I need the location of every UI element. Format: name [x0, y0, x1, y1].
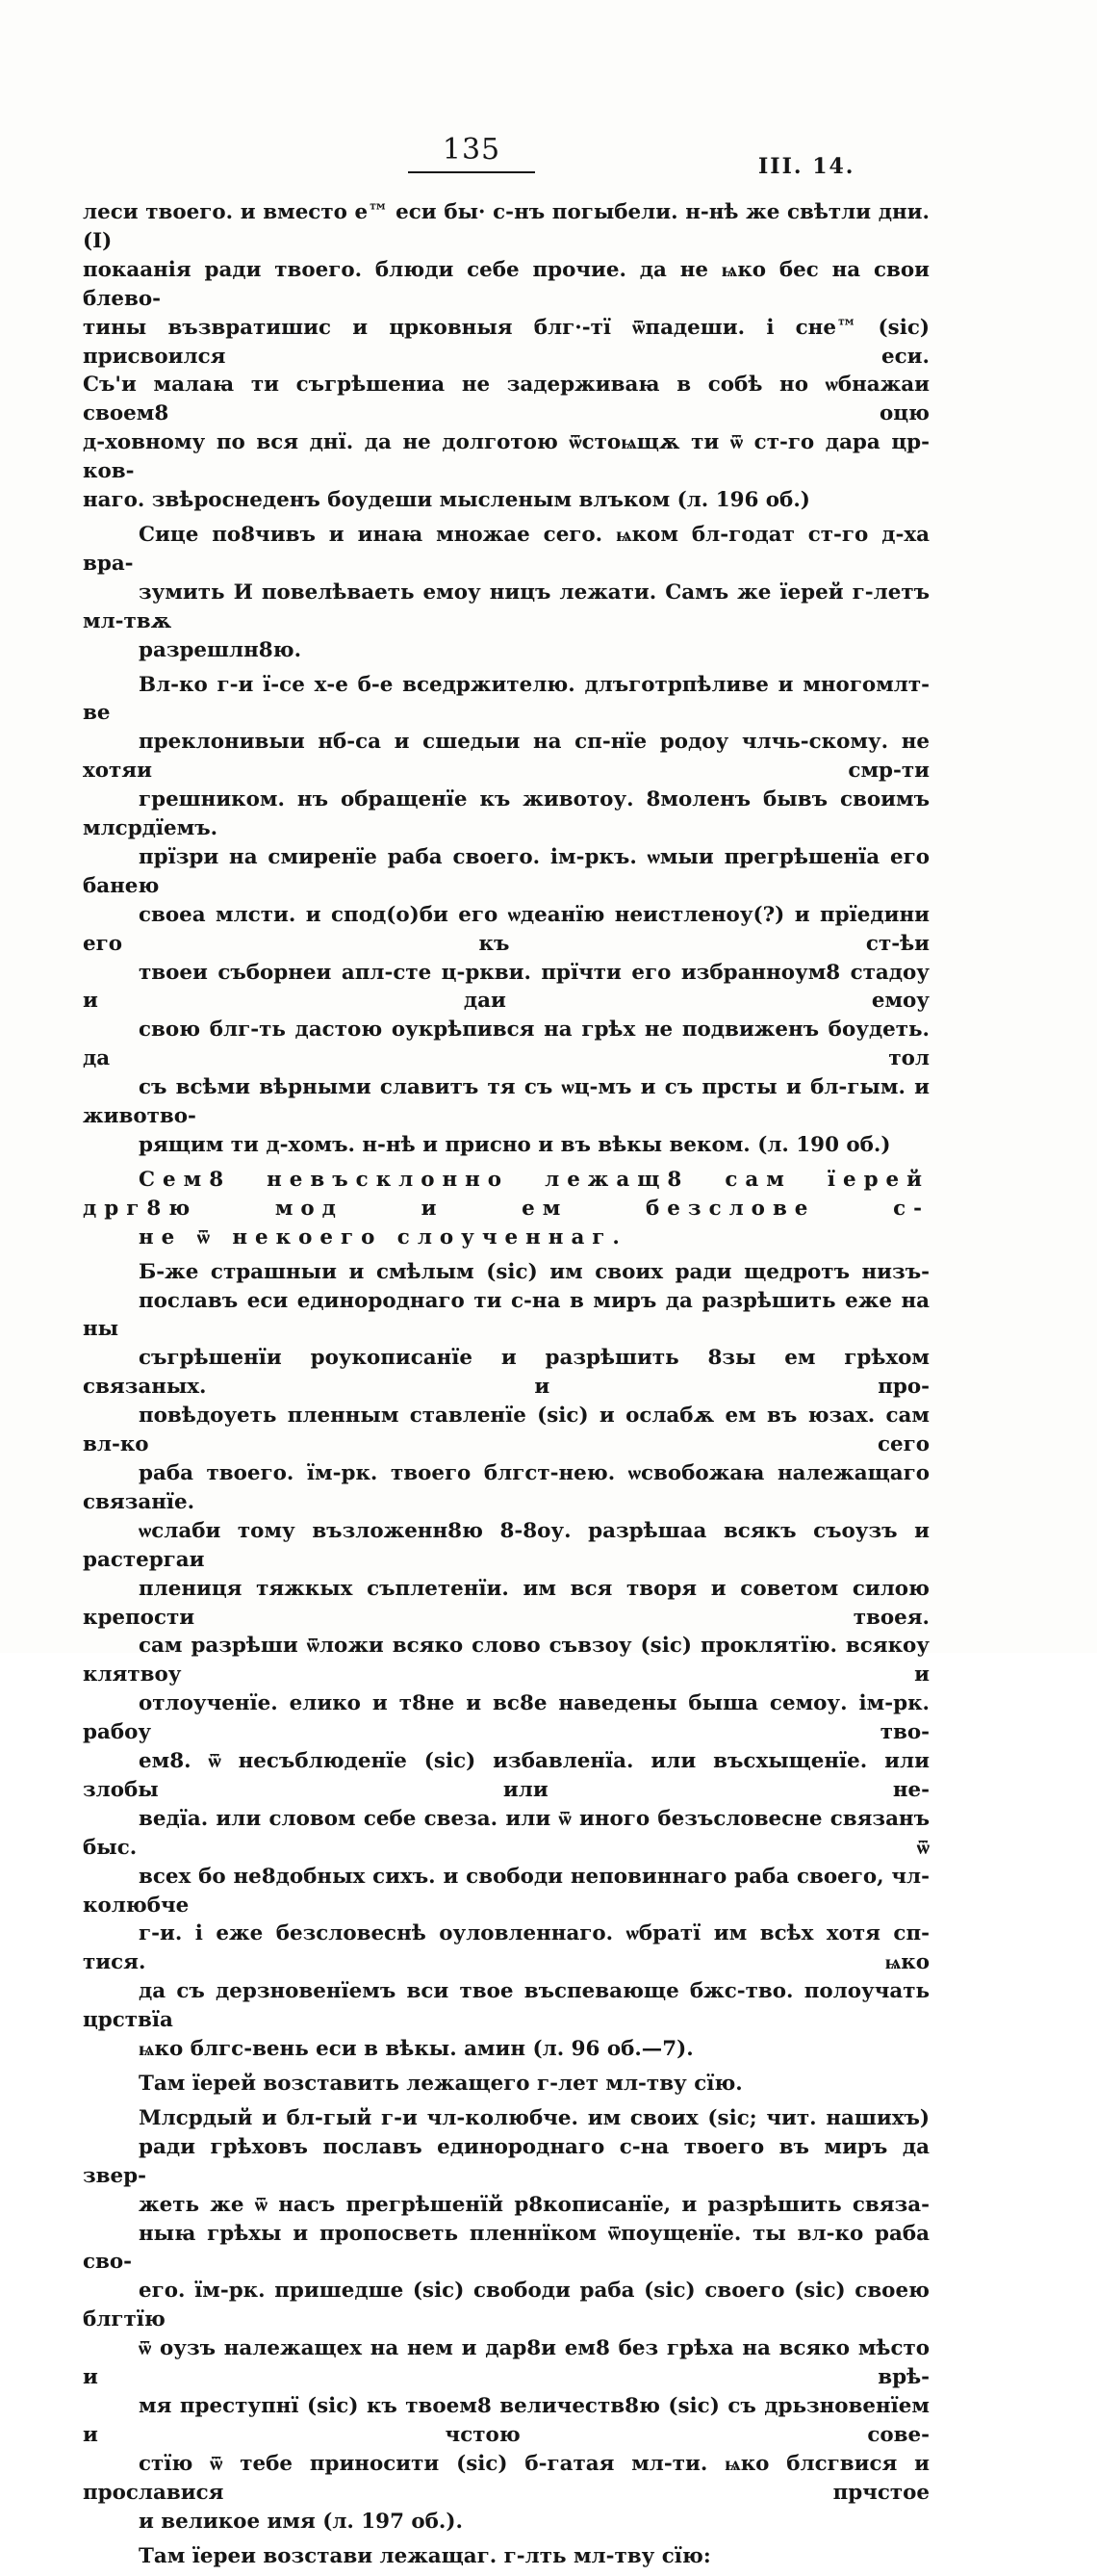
- text-line: отлоученїе. елико и т8не и вс8е наведены быша семоу. ім-рк. рабоу тво-: [83, 1691, 930, 1745]
- text-line: съ всѣми вѣрными славитъ тя съ ѡц-мъ и съ прсты и бл-гым. и животво-: [83, 1075, 930, 1129]
- text-line: Сице по8чивъ и инаꙗ множае сего. ѩком бл-годат ст-го д-ха вра-: [83, 522, 930, 576]
- text-line: ѩко блгс-вень еси в вѣкы. амин (л. 96 об.—7).: [139, 2037, 694, 2062]
- paragraph: [83, 2070, 930, 2099]
- text-line: его. їм-рк. пришедше (sic) свободи раба (sic) своего (sic) своею блгтїю: [83, 2279, 930, 2332]
- paragraph: [83, 2104, 930, 2537]
- paragraph: [83, 671, 930, 1160]
- text-line: ѿ оузъ належащех на нем и дар8и ем8 без грѣха на всяко мѣсто и врѣ-: [83, 2336, 930, 2390]
- section-reference: III. 14.: [758, 154, 855, 179]
- text-line: Съ'и малаꙗ ти съгрѣшениа не задерживаꙗ в собѣ но ѡбнажаи своем8 оцю: [83, 373, 930, 426]
- text-line: съгрѣшенїи роукописанїе и разрѣшить 8зы ем грѣхом связаных. и про-: [83, 1346, 930, 1400]
- page-header: [0, 133, 1097, 181]
- text-line: раба твоего. їм-рк. твоего блгст-нею. ѡсвобожаꙗ належащаго связанїе.: [83, 1460, 930, 1514]
- text-line: тины възвратишис и црковныя блг·-тї ѿпадеши. і сне™ (sic) присвоился еси.: [83, 315, 930, 369]
- text-line: своеа млсти. и спод(о)би его ѡдеанїю неистленоу(?) и прїедини его къ ст-ѣи: [83, 902, 930, 956]
- text-line: твоеи съборнеи апл-сте ц-ркви. прїчти его избранноум8 стадоу и даи емоу: [83, 960, 930, 1014]
- text-line: Млсрдый и бл-гый г-и чл-колюбче. им своих (sic; чит. нашихъ): [139, 2105, 930, 2130]
- text-line: Вл-ко г-и ї-се х-е б-е вседржителю. длъготрпѣливе и многомлт-ве: [83, 672, 930, 726]
- text-line: ныꙗ грѣхы и пропоcветь пленнїком ѿпоущенїе. ты вл-ко раба сво-: [83, 2221, 930, 2275]
- text-line: повѣдоуеть пленным ставленїе (sic) и ослабѫ ем въ юзах. сам вл-ко сего: [83, 1404, 930, 1457]
- text-line: г-и. і еже безсловеснѣ оуловленнаго. ѡбратї им всѣх хотя сп-тися. ѩко: [83, 1921, 930, 1975]
- text-line: Сем8 невъсклонно лежащ8 сам їерей дрг8ю мод и ем безслове с-: [83, 1167, 930, 1221]
- body-text: [83, 198, 930, 2576]
- text-line: зумить И повелѣваеть емоу ницъ лежати. Самъ же їерей г-летъ мл-твѫ: [83, 580, 930, 633]
- text-line: плениця тяжкых съплетенїи. им вся творя и советом силою крепости твоея.: [83, 1576, 930, 1630]
- text-line: мя преступнї (sic) къ твоем8 величеств8ю (sic) съ дрьзновенїем и чстою сове-: [83, 2393, 930, 2447]
- text-line: прїзри на смиренїе раба своего. ім-ркъ. ѡмыи прегрѣшенїа его банею: [83, 844, 930, 898]
- text-line: преклонивыи нб-са и сшедыи на сп-нїе родоу члчь-скому. не хотяи смр-ти: [83, 730, 930, 784]
- text-line: да съ дерзновенїемъ вси твое въспевающе бжс-тво. полоучать црствїа: [83, 1979, 930, 2033]
- text-line: пославъ еси единороднаго ти с-на в миръ да разрѣшить еже на ны: [83, 1288, 930, 1342]
- text-line: не ѿ некоего слоученнаг.: [139, 1224, 627, 1249]
- text-line: д-ховному по вся днї. да не долготою ѿстоѩщѫ ти ѿ ст-го дара цр-ков-: [83, 430, 930, 484]
- text-line: покаанія ради твоего. блюди себе прочие. да не ѩко бес на свои блево-: [83, 257, 930, 311]
- text-line: Б-же страшныи и смѣлым (sic) им своих ради щедротъ низъ-: [139, 1259, 930, 1284]
- text-line: рящим ти д-хомъ. н-нѣ и присно и въ вѣкы веком. (л. 190 об.): [139, 1133, 891, 1157]
- page-number-rule: [408, 171, 535, 173]
- text-line: жеть же ѿ насъ прегрѣшенїй р8кописанїе, и разрѣшить связа-: [139, 2192, 930, 2217]
- text-line: ем8. ѿ несъблюденїе (sic) избавленїа. или въсхыщенїе. или злобы или не-: [83, 1749, 930, 1802]
- paragraph: [83, 1166, 930, 1252]
- text-line: сам разрѣши ѿложи всяко слово съвзоу (sic) проклятїю. всякоу клятвоу и: [83, 1634, 930, 1687]
- text-line: Там їереи возстави лежащаг. г-лть мл-тву сїю:: [139, 2543, 711, 2568]
- text-line: грешником. нъ обращенїе къ животоу. 8моленъ бывъ своимъ млсрдїемъ.: [83, 787, 930, 841]
- text-line: разрешлн8ю.: [139, 637, 302, 662]
- paragraph: [83, 1258, 930, 2064]
- paragraph: [83, 2542, 930, 2571]
- text-line: ради грѣховъ пославъ единороднаго с-на твоего въ миръ да звер-: [83, 2134, 930, 2188]
- paragraph: [83, 521, 930, 665]
- text-line: наго. звѣроснеденъ боудеши мысленым влъком (л. 196 об.): [83, 488, 810, 513]
- text-line: стїю ѿ тебе приносити (sic) б-гатая мл-ти. ѩко блсгвися и прославися прчстое: [83, 2451, 930, 2505]
- text-line: леси твоего. и вместо е™ еси бы· с-нъ погыбели. н-нѣ же свѣтли дни. (I): [83, 200, 930, 253]
- text-line: и великое имя (л. 197 об.).: [139, 2509, 463, 2534]
- page-number: 135: [442, 133, 501, 167]
- text-line: свою блг-ть дастою оукрѣпився на грѣх не подвиженъ боудеть. да тол: [83, 1018, 930, 1071]
- text-line: ѡслаби тому възложенн8ю 8-8оу. разрѣшаа всякъ съоузъ и растергаи: [83, 1518, 930, 1572]
- paragraph: [83, 198, 930, 515]
- text-line: Там їерей возставить лежащего г-лет мл-тву сїю.: [139, 2072, 743, 2096]
- text-line: всех бо не8добных сихъ. и свободи неповиннаго раба своего, чл-колюбче: [83, 1864, 930, 1918]
- text-line: ведїа. или словом себе свеза. или ѿ иного безъсловесне связанъ быс. ѿ: [83, 1806, 930, 1860]
